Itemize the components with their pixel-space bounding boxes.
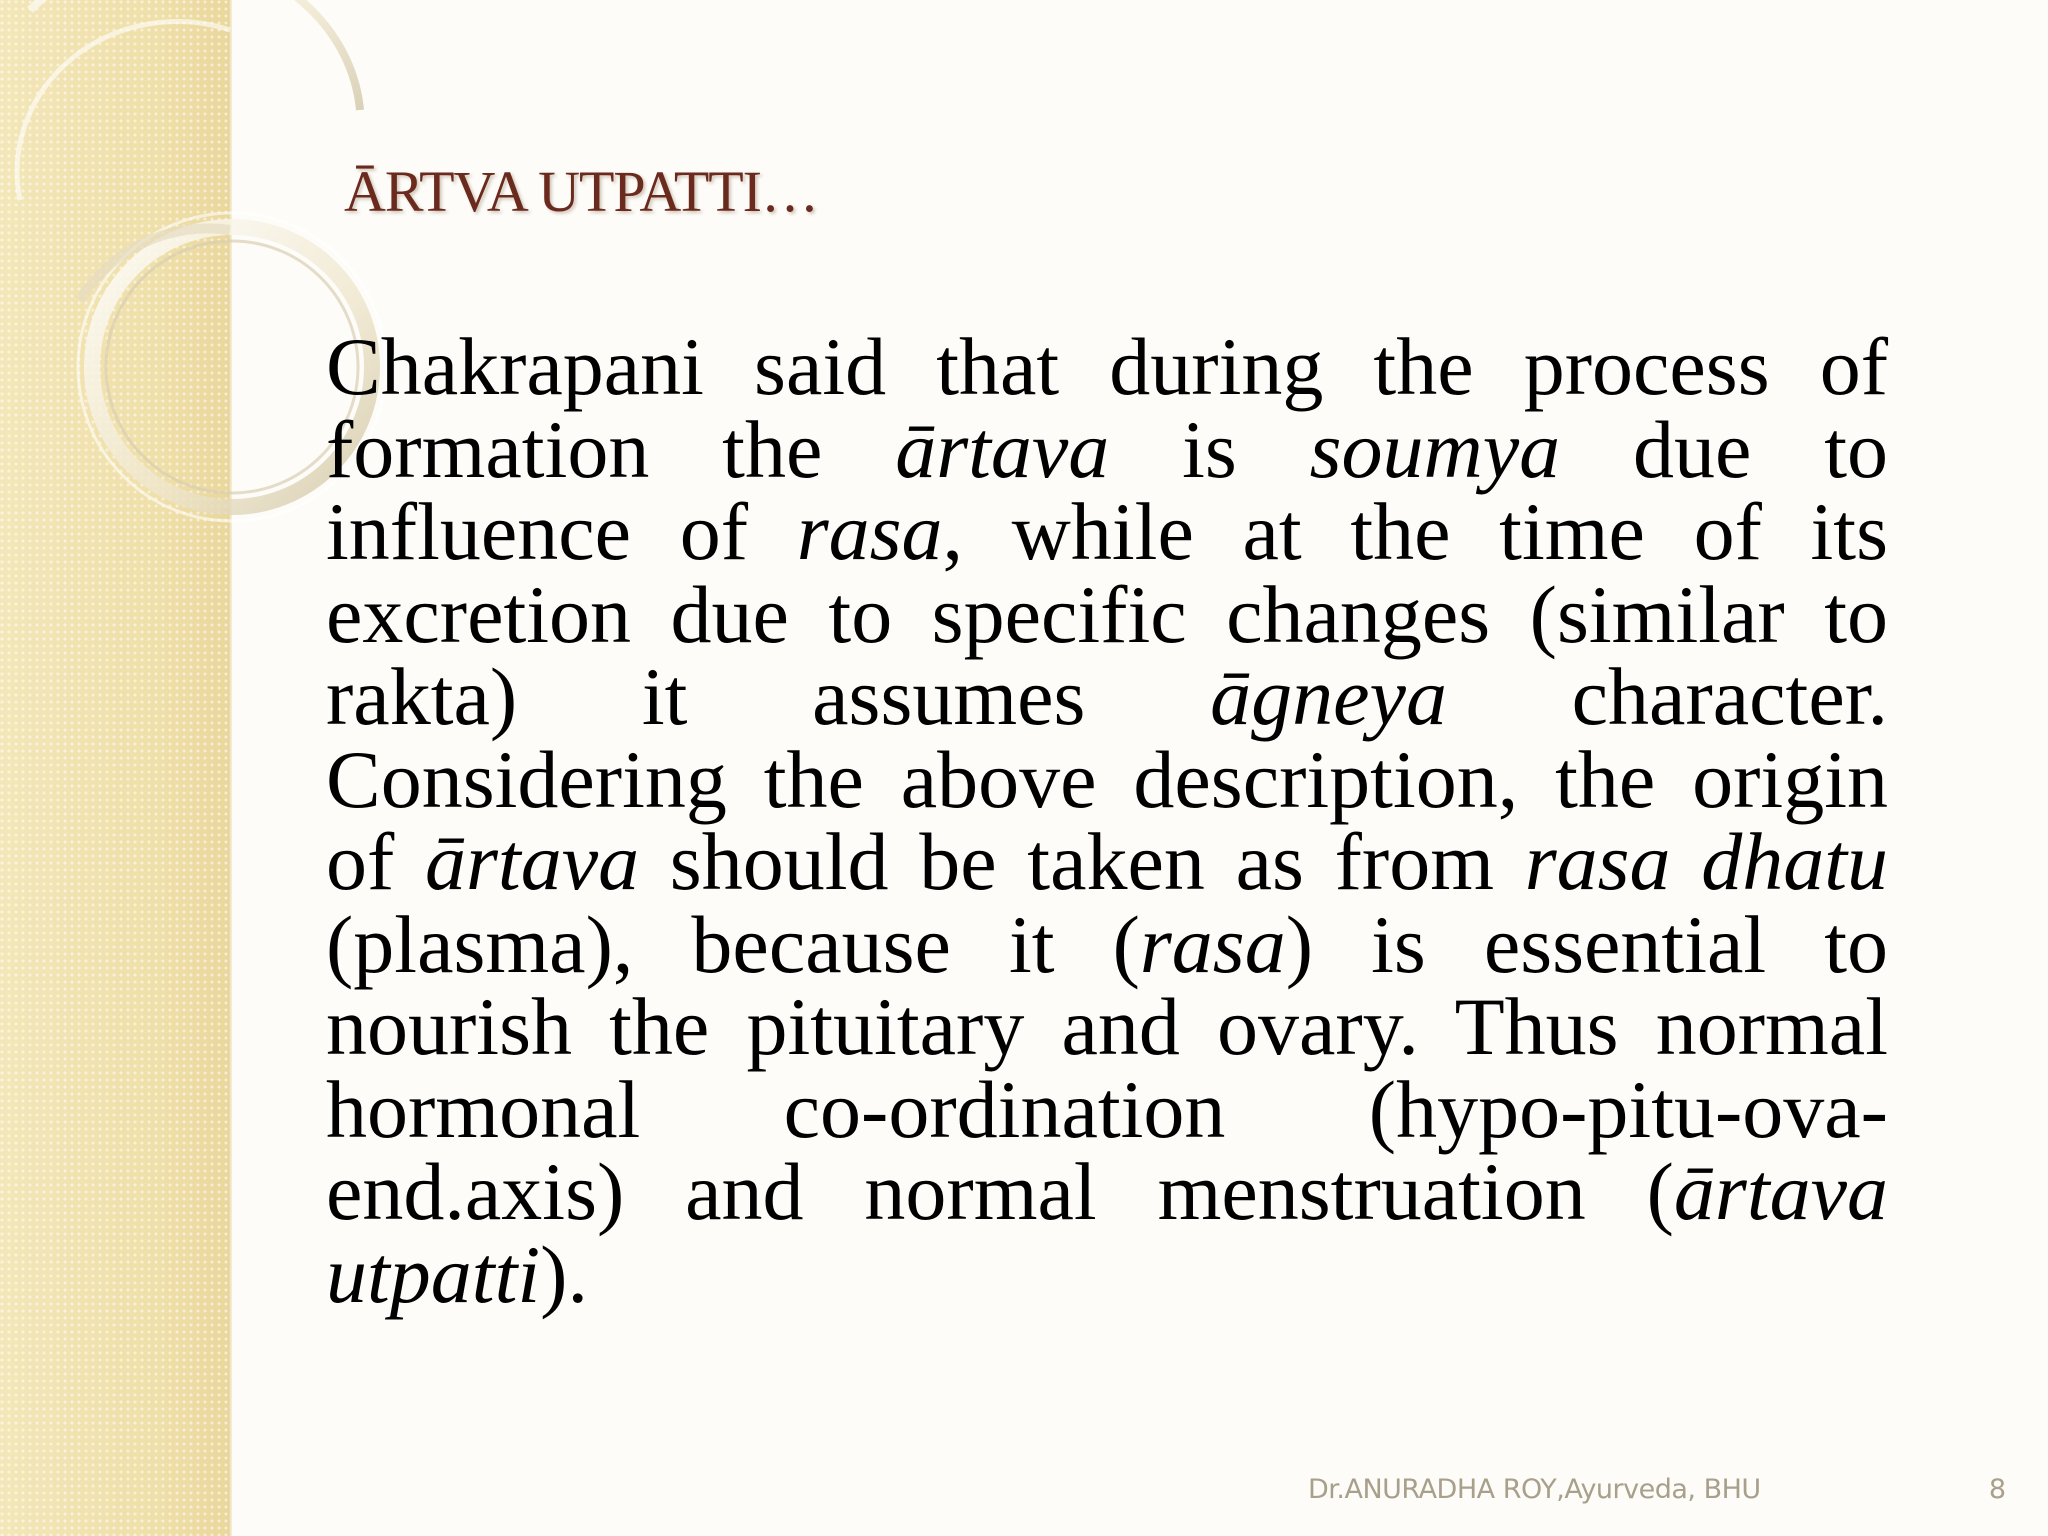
body-text-segment: , while at the time of its excretion due to specific changes (similar to rakta) it assumes — [326, 486, 1888, 742]
body-text-segment: should be taken as from — [639, 816, 1525, 907]
body-italic-term: ārtava — [895, 403, 1110, 495]
body-italic-term: ārtava — [425, 816, 640, 907]
slide-footer: Dr.ANURADHA ROY,Ayurveda, BHU — [1308, 1474, 1761, 1505]
body-text-segment: Chakrapani said that during the process of formation the — [326, 321, 1888, 495]
body-text-segment: is — [1109, 403, 1310, 495]
body-italic-term: ārtava utpatti — [326, 1146, 1888, 1320]
page-number: 8 — [1988, 1474, 2006, 1505]
body-text-segment: character. Considering the above description, the origin of — [326, 651, 1888, 907]
body-italic-term: rasa — [1139, 898, 1286, 990]
body-text-segment: ). — [540, 1228, 588, 1320]
body-italic-term: soumya — [1309, 403, 1561, 495]
decorative-ring-inner — [80, 228, 230, 300]
body-text-segment: (plasma), because it ( — [326, 898, 1140, 990]
slide-title: ĀRTVA UTPATTI… — [344, 159, 818, 224]
body-text-segment: due to influence of — [326, 403, 1888, 577]
body-text-segment: ) is essential to nourish the pituitary and ovary. Thus normal hormonal co-ordination (hypo-pitu-ova-end.axis) and normal menstruation ( — [326, 898, 1888, 1237]
slide-body-text — [326, 321, 1888, 1320]
body-italic-term: rasa dhatu — [1524, 816, 1888, 907]
body-italic-term: āgneya — [1210, 651, 1447, 742]
body-italic-term: rasa — [796, 486, 943, 577]
